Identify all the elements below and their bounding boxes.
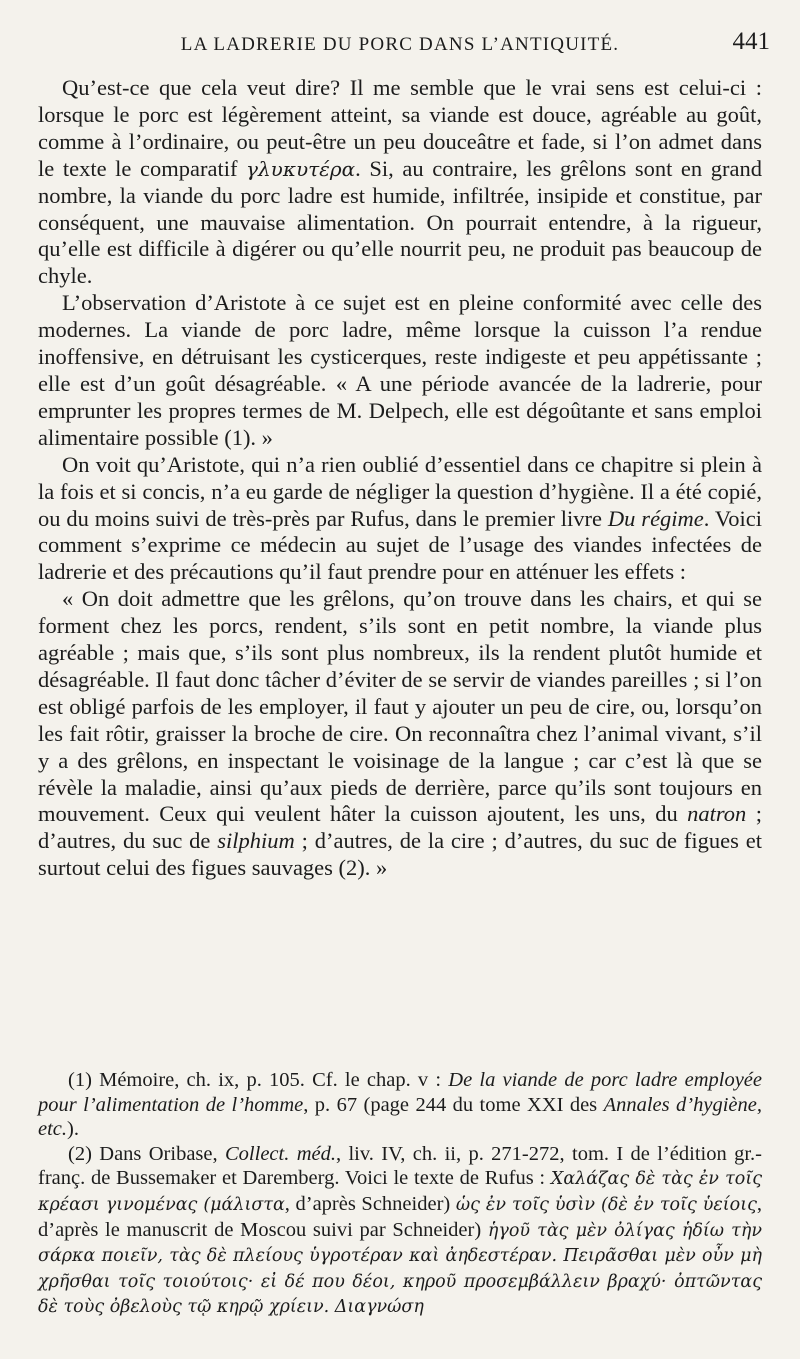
footnote-2-collect: Collect. méd.: [225, 1142, 336, 1165]
paragraph-3: [38, 452, 762, 587]
quote-text-a: « On doit admettre que les grêlons, qu’on trouve dans les chairs, et qui se forment chez les porcs, rendent, s’ils sont en petit nombre, la viande plus agréable ; mais que, s’ils sont plus nombreux, ils la rendent plutôt humide et désagréable. Il faut donc tâcher d’éviter de se servir de viandes pareilles ; si l’on est obligé parfois de les employer, il faut y ajouter un peu de cire, ou, lorsqu’on les fait rôtir, graisser la broche de cire. On reconnaîtra chez l’animal vivant, s’il y a des grêlons, en inspectant le voisinage de la langue ; car c’est là que se révèle la maladie, ainsi qu’aux pieds de derrière, parce qu’ils sont toujours en mouvement. Ceux qui veulent hâter la cuisson ajoutent, les uns, du: [38, 586, 762, 827]
term-natron: natron: [687, 801, 747, 827]
paragraph-3-text-a: On voit qu’Aristote, qui n’a rien oublié d’essentiel dans ce chapitre si plein à la fois et si concis, n’a eu garde de négliger la question d’hygiène. Il a été copié, ou du moins suivi de très-près par Rufus, dans le premier livre: [38, 451, 762, 531]
footnote-1-journal: Annales d’hygiène, etc.: [38, 1093, 762, 1141]
footnote-1-chapter-title: De la viande de porc ladre employée pour l’alimentation de l’homme: [38, 1069, 762, 1116]
footnote-1-text-a: (1) Mémoire, ch. ix, p. 105. Cf. le chap. v :: [68, 1069, 449, 1091]
greek-text-2: ὡς ἐν τοῖς ὑσὶν (δὲ ἐν τοῖς ὑείοις: [455, 1194, 757, 1215]
running-header: [0, 28, 800, 62]
footnote-2: [38, 1142, 762, 1320]
greek-word: γλυκυτέρα: [246, 156, 356, 181]
greek-text-3: ἡγοῦ τὰς μὲν ὀλίγας ἡδίω τὴν σάρκα ποιεῖν, τὰς δὲ πλείους ὑγροτέραν καὶ ἀηδεστέραν. Πειρᾶσθαι μὲν οὖν μὴ χρῆσθαι τοῖς τοιούτοις· εἰ δέ που δέοι, κηροῦ προσεμβάλλειν βραχύ· ὀπτῶντας δὲ τοὺς ὀβελοὺς τῷ κηρῷ χρίειν. Διαγνώση: [38, 1220, 762, 1318]
footnote-2-text-a: (2) Dans Oribase,: [68, 1142, 225, 1165]
page-number: 441: [732, 28, 770, 55]
running-title: LA LADRERIE DU PORC DANS L’ANTIQUITÉ.: [180, 34, 620, 55]
footnote-1-text-c: ).: [67, 1118, 79, 1141]
paragraph-1: [38, 75, 762, 290]
quote-text-b: ; d’autres, du suc de: [38, 801, 762, 854]
footnote-2-text-b: , liv. IV, ch. ii, p. 271-272, tom. I de l’édition gr.-franç. de Bussemaker et Daremberg. Voici le texte de Rufus :: [38, 1142, 762, 1190]
quote-text-c: ; d’autres, de la cire ; d’autres, du suc de figues et surtout celui des figues sauvages (2). »: [38, 828, 762, 881]
footnote-1-text-b: , p. 67 (page 244 du tome XXI des: [303, 1093, 604, 1116]
footnote-1: [38, 1068, 762, 1142]
book-title-du-regime: Du régime: [607, 505, 704, 531]
main-text: [38, 75, 762, 882]
paragraph-3-text-b: . Voici comment s’exprime ce médecin au sujet de l’usage des viandes infectées de ladrerie et des précautions qu’il faut prendre pour en atténuer les effets :: [38, 505, 762, 585]
greek-text-1: Χαλάζας δὲ τὰς ἐν τοῖς κρέασι γινομένας (μάλιστα: [38, 1169, 762, 1215]
footnote-2-text-d: , d’après le manuscrit de Moscou suivi par Schneider): [38, 1192, 762, 1241]
term-silphium: silphium: [217, 828, 295, 854]
footnote-2-text-c: , d’après Schneider): [284, 1192, 456, 1215]
paragraph-4-quote: [38, 586, 762, 882]
paragraph-1-text-b: . Si, au contraire, les grêlons sont en grand nombre, la viande du porc ladre est humide, infiltrée, insipide et constitue, par conséquent, une mauvaise alimentation. On pourrait entendre, à la rigueur, qu’elle est difficile à digérer ou qu’elle nourrit peu, ne produit pas beaucoup de chyle.: [38, 155, 762, 289]
paragraph-2: L’observation d’Aristote à ce sujet est en pleine conformité avec celle des modernes. La viande de porc ladre, même lorsque la cuisson l’a rendue inoffensive, en détruisant les cysticerques, reste indigeste et peu appétissante ; elle est d’un goût désagréable. « A une période avancée de la ladrerie, pour emprunter les propres termes de M. Delpech, elle est dégoûtante et sans emploi alimentaire possible (1). »: [38, 290, 762, 450]
paragraph-1-text-a: Qu’est-ce que cela veut dire? Il me semble que le vrai sens est celui-ci : lorsque le porc est légèrement atteint, sa viande est douce, agréable au goût, comme à l’ordinaire, ou peut-être un peu douceâtre et fade, si l’on admet dans le texte le comparatif: [38, 75, 762, 181]
footnotes: [38, 1068, 762, 1320]
